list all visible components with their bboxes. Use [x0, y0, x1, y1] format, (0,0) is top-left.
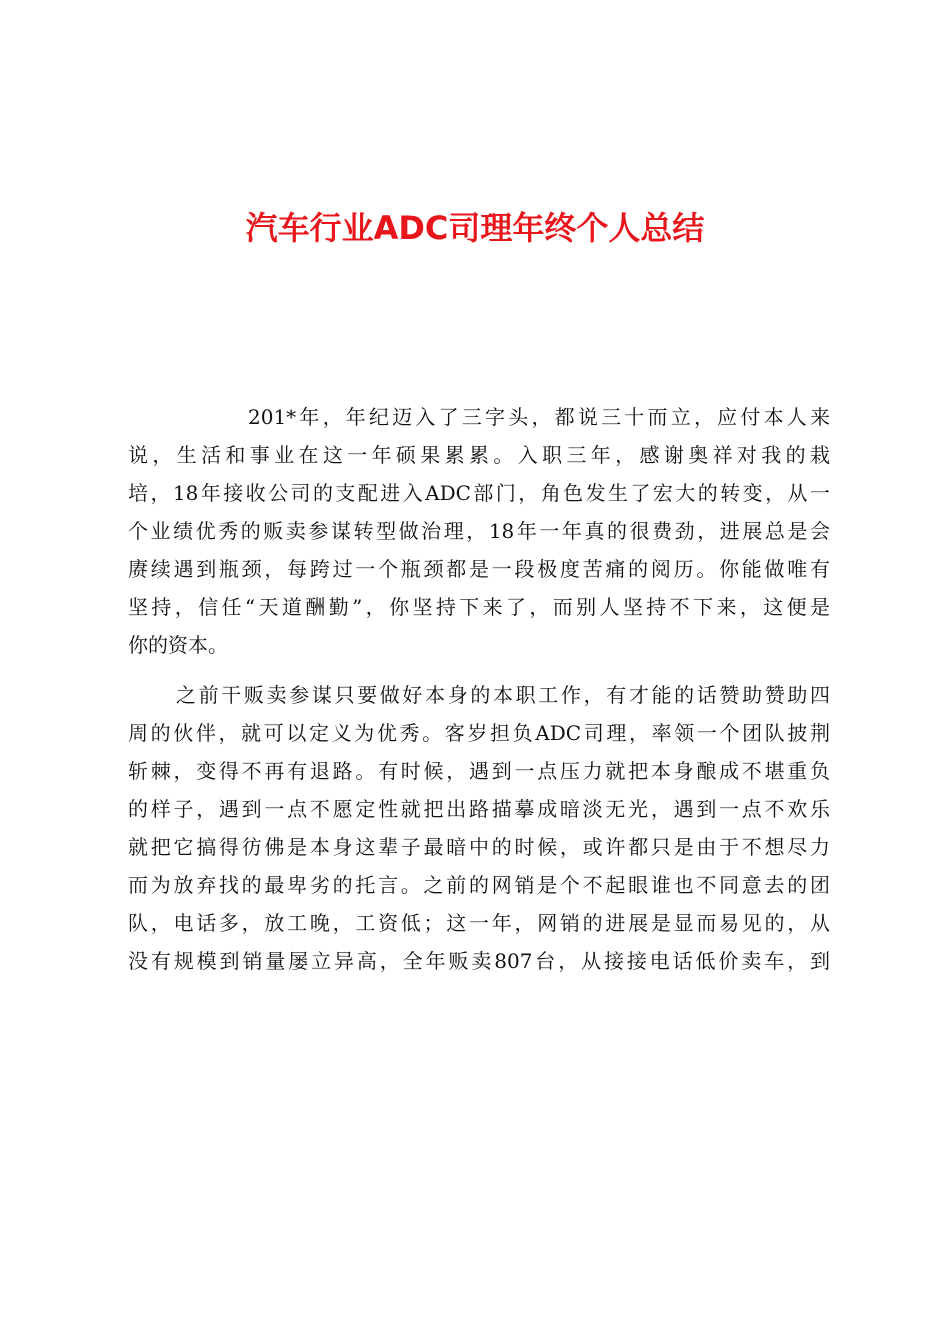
text-line: 就把它搞得彷佛是本身这辈子最暗中的时候，或许都只是由于不想尽力 [128, 835, 830, 859]
document-title: 汽车行业ADC司理年终个人总结 [245, 209, 705, 247]
text-line: 而为放弃找的最卑劣的托言。之前的网销是个不起眼谁也不同意去的团 [128, 873, 830, 897]
text-line: 201*年，年纪迈入了三字头，都说三十而立，应付本人来 [248, 405, 830, 429]
text-line: 说，生活和事业在这一年硕果累累。入职三年，感谢奥祥对我的栽 [128, 443, 830, 467]
text-line: 斩棘，变得不再有退路。有时候，遇到一点压力就把本身酿成不堪重负 [128, 759, 830, 783]
text-line: 赓续遇到瓶颈，每跨过一个瓶颈都是一段极度苦痛的阅历。你能做唯有 [128, 557, 830, 581]
text-line: 队，电话多，放工晚，工资低；这一年，网销的进展是显而易见的，从 [128, 911, 830, 935]
paragraph-2 [128, 676, 830, 980]
paragraph-1 [128, 398, 830, 664]
text-line: 的样子，遇到一点不愿定性就把出路描摹成暗淡无光，遇到一点不欢乐 [128, 797, 830, 821]
document-body [128, 398, 830, 980]
text-line: 培，18年接收公司的支配进入ADC部门，角色发生了宏大的转变，从一 [128, 481, 830, 505]
text-line: 没有规模到销量屡立异高，全年贩卖807台，从接接电话低价卖车，到 [128, 949, 830, 973]
text-line: 个业绩优秀的贩卖参谋转型做治理，18年一年真的很费劲，进展总是会 [128, 519, 830, 543]
text-line: 你的资本。 [128, 633, 228, 657]
text-line: 坚持，信任“天道酬勤”，你坚持下来了，而别人坚持不下来，这便是 [128, 595, 830, 619]
text-line: 之前干贩卖参谋只要做好本身的本职工作，有才能的话赞助赞助四 [176, 683, 830, 707]
text-line: 周的伙伴，就可以定义为优秀。客岁担负ADC司理，率领一个团队披荆 [128, 721, 830, 745]
